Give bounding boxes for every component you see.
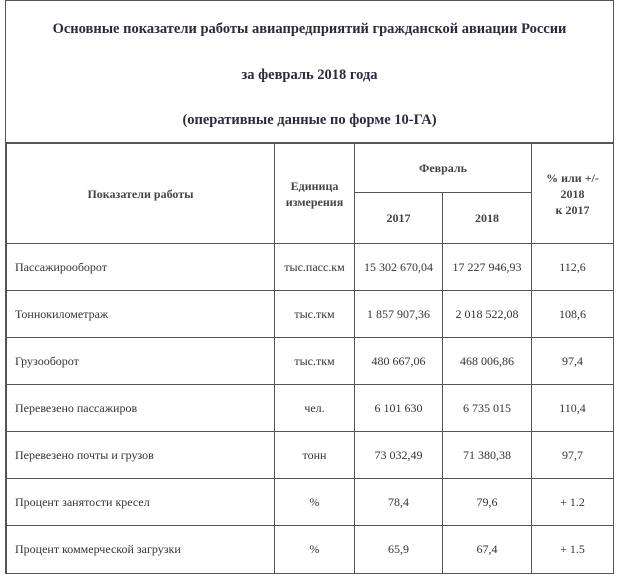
table-row [7,432,614,479]
row-indicator: Перевезено почты и грузов [7,432,275,479]
row-unit: тыс.пасс.км [275,244,355,291]
row-value-2018: 17 227 946,93 [443,244,532,291]
row-value-2017: 78,4 [355,479,443,526]
report-period: за февраль 2018 года [241,67,378,83]
row-indicator: Процент занятости кресел [7,479,275,526]
report-title: Основные показатели работы авиапредприятий гражданской авиации России [52,21,567,37]
row-value-2018: 79,6 [443,479,532,526]
row-indicator: Грузооборот [7,338,275,385]
row-indicator: Процент коммерческой загрузки [7,526,275,574]
row-value-2017: 1 857 907,36 [355,291,443,338]
row-change: 97,7 [532,432,614,479]
header-change-line2: 2018 [560,186,585,201]
header-month: Февраль [355,144,532,193]
row-value-2017: 480 667,06 [355,338,443,385]
header-unit-line2: измерения [285,194,344,209]
row-value-2018: 67,4 [443,526,532,574]
row-indicator: Тоннокилометраж [7,291,275,338]
row-unit: тыс.ткм [275,338,355,385]
table-row [7,291,614,338]
header-change [532,144,614,244]
table-header-row [7,144,614,193]
header-indicator: Показатели работы [7,144,275,244]
table-row [7,479,614,526]
table-row [7,526,614,574]
report-source: (оперативные данные по форме 10-ГА) [182,112,437,128]
row-value-2017: 6 101 630 [355,385,443,432]
row-unit: тонн [275,432,355,479]
report-title-block [6,1,613,143]
table-row [7,244,614,291]
header-year-2017: 2017 [355,193,443,244]
row-change: 108,6 [532,291,614,338]
table-row [7,338,614,385]
header-unit [275,144,355,244]
row-value-2018: 71 380,38 [443,432,532,479]
row-indicator: Пассажирооборот [7,244,275,291]
row-unit: % [275,526,355,574]
table-row [7,385,614,432]
row-value-2018: 6 735 015 [443,385,532,432]
header-change-line1: % или +/- [546,170,599,185]
row-change: 97,4 [532,338,614,385]
row-change: 110,4 [532,385,614,432]
row-change: 112,6 [532,244,614,291]
row-value-2018: 468 006,86 [443,338,532,385]
row-value-2017: 15 302 670,04 [355,244,443,291]
row-unit: % [275,479,355,526]
row-change: + 1.5 [532,526,614,574]
header-change-line3: к 2017 [555,202,590,217]
row-value-2018: 2 018 522,08 [443,291,532,338]
row-indicator: Перевезено пассажиров [7,385,275,432]
row-value-2017: 73 032,49 [355,432,443,479]
row-unit: чел. [275,385,355,432]
row-value-2017: 65,9 [355,526,443,574]
indicators-table [6,143,614,574]
header-unit-line1: Единица [290,178,339,193]
header-year-2018: 2018 [443,193,532,244]
row-unit: тыс.ткм [275,291,355,338]
row-change: + 1.2 [532,479,614,526]
